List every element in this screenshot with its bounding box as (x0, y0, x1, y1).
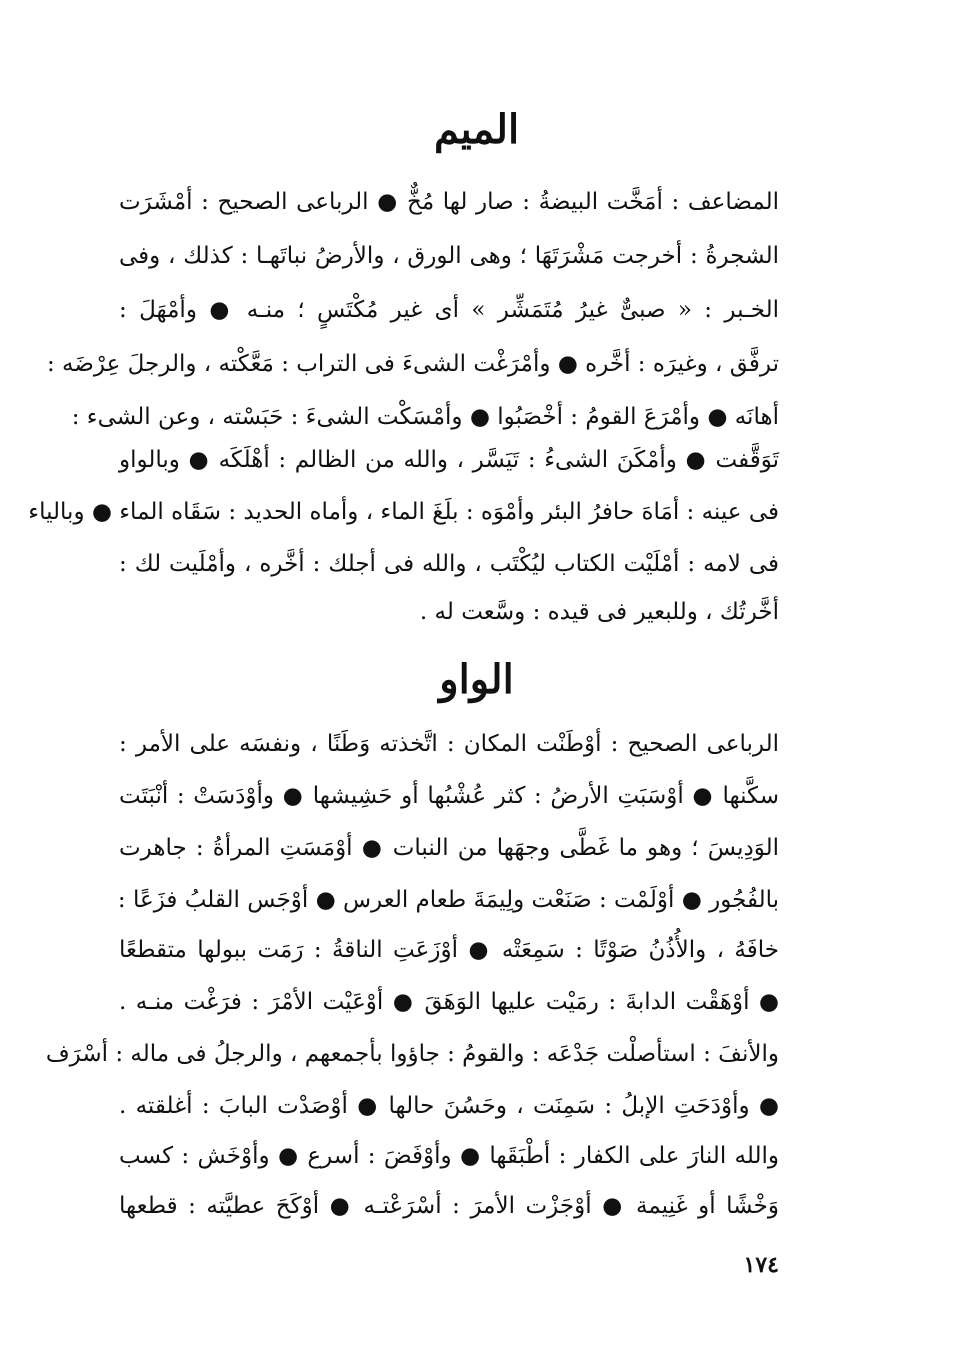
text-line: ● أوْهَقْت الدابةَ : رمَيْت عليها الوَهَقَ ● أوْعَيْت الأمْرَ : فرَغْت منـه . (119, 989, 779, 1015)
text-line: أهانَه ● وأمْرَعَ القومُ : أخْصَبُوا ● وأمْسَكْت الشىءَ : حَبَسْته ، وعن الشىء : (71, 404, 779, 430)
text-line: سكَّنها ● أوْسَبَتِ الأرضُ : كثر عُشْبُها أو حَشِيشها ● وأوْدَسَتْ : أنْبَتَت (119, 783, 779, 809)
text-line: فى لامه : أمْلَيْت الكتاب ليُكْتَب ، والله فى أجلك : أخَّره ، وأمْلَيت لك : (119, 551, 779, 577)
section-heading-meem: الميم (433, 106, 520, 153)
text-line: فى عينه : أمَاهَ حافرُ البئر وأمْوَه : بلَغَ الماء ، وأماه الحديد : سَقَاه الماء ● وبالياء (28, 499, 779, 525)
text-line: المضاعف : أمَخَّت البيضةُ : صار لها مُخٌّ ● الرباعى الصحيح : أمْشَرَت (119, 189, 779, 215)
text-line: ترفَّق ، وغيرَه : أخَّره ● وأمْرَغْت الشىءَ فى التراب : مَعَّكْته ، والرجلَ عِرْضَه : (46, 351, 779, 377)
text-line: بالفُجُور ● أوْلَمْت : صَنَعْت ولِيمَةَ طعام العرس ● أوْجَس القلبُ فزَعًا : (117, 887, 779, 913)
text-line: الخـبر : « صبىٌّ غيرُ مُتَمَشِّر » أى غير مُكْتَسٍ ؛ منـه ● وأمْهَلَ : (119, 297, 779, 323)
text-line: الشجرةُ : أخرجت مَشْرَتَهَا ؛ وهى الورق ، والأرضُ نباتَهـا : كذلك ، وفى (119, 243, 779, 269)
text-line: أخَّرتُك ، وللبعير فى قيده : وسَّعت له . (419, 599, 779, 625)
text-line: والله النارَ على الكفار : أطْبَقَها ● وأوْفَضَ : أسرع ● وأوْخَش : كسب (119, 1143, 779, 1169)
text-line: تَوَقَّفت ● وأمْكَنَ الشىءُ : تَيَسَّر ، والله من الظالم : أهْلَكَه ● وبالواو (119, 447, 779, 473)
text-line: الرباعى الصحيح : أوْطَنْت المكان : اتَّخذته وَطَنًا ، ونفسَه على الأمر : (119, 731, 779, 757)
text-line: ● وأوْدَحَتِ الإبلُ : سَمِنَت ، وحَسُنَ حالها ● أوْصَدْت البابَ : أغلقته . (119, 1093, 779, 1119)
section-heading-waw: الواو (439, 656, 514, 703)
text-line: الوَدِيسَ ؛ وهو ما غَطَّى وجهَها من النبات ● أوْمَسَتِ المرأةُ : جاهرت (119, 835, 779, 861)
text-line: والأنفَ : استأصلْت جَدْعَه : والقومُ : جاؤوا بأجمعهم ، والرجلُ فى ماله : أسْرَف (45, 1041, 779, 1067)
text-line: وَخْشًا أو غَنِيمة ● أوْجَزْت الأمرَ : أسْرَعْتـه ● أوْكَحَ عطيَّته : قطعها (119, 1193, 779, 1219)
text-line: خافَهُ ، والأُذُنُ صَوْتًا : سَمِعَتْه ● أوْزَعَتِ الناقةُ : رَمَت ببولها متقطعًا (119, 937, 779, 963)
page-number: ١٧٤ (743, 1252, 779, 1278)
